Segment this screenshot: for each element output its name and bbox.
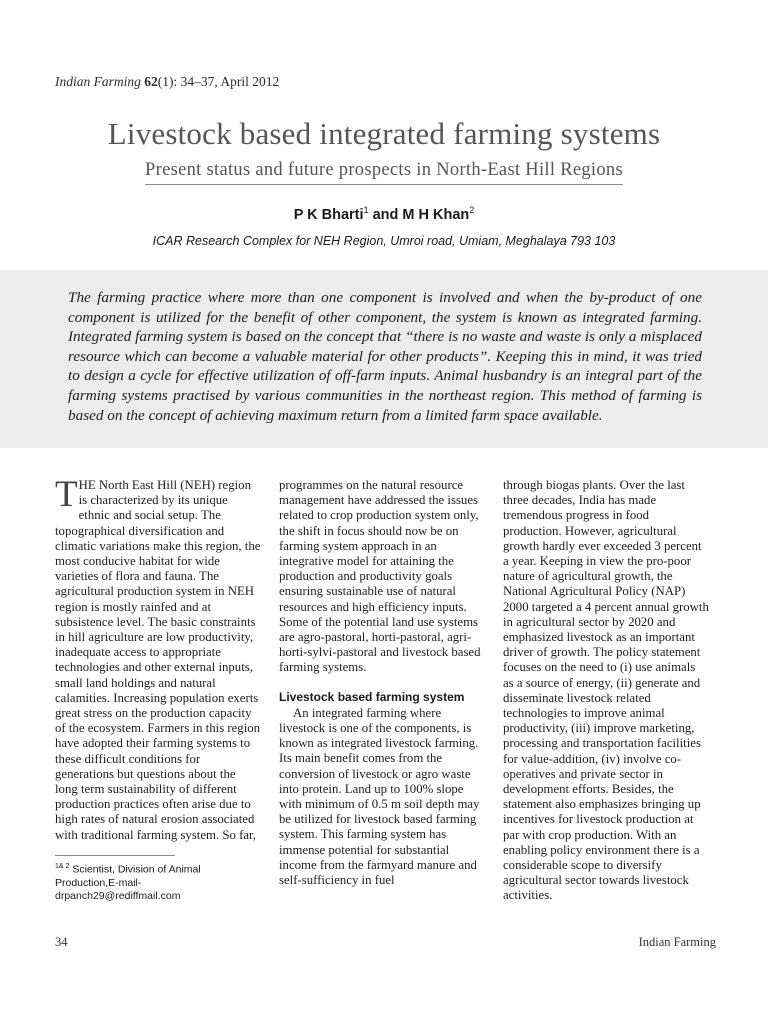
- column-2-section-text: An integrated farming where livestock is one of the components, is known as integrated livestock farming. Its main benefit comes from the conversion of livestock or agro waste into protein. Land up to 100% slope with minimum of 0.5 m soil depth may be utilized for livestock based farming system. This farming system has immense potential for substantial income from the farmyard manure and self-sufficiency in fuel: [279, 705, 480, 888]
- body-column-1: [55, 474, 261, 843]
- subtitle-container: [0, 160, 768, 185]
- body-column-3: [503, 478, 709, 904]
- author-2-marker: 2: [469, 205, 475, 215]
- affiliation: ICAR Research Complex for NEH Region, Umroi road, Umiam, Meghalaya 793 103: [152, 234, 616, 248]
- journal-name: Indian Farming: [55, 74, 141, 89]
- column-2-text: programmes on the natural resource management have addressed the issues related to crop production system only, the shift in focus should now be on farming system approach in an integrative model for attaining the production and productivity goals ensuring sustainable use of natural resources and high efficiency inputs. Some of the potential land use systems are agro-pastoral, horti-pastoral, agri-horti-sylvi-pastoral and livestock based farming systems.: [279, 478, 481, 675]
- author-2: M H Khan: [402, 206, 470, 223]
- journal-issue-pages: (1): 34–37, April 2012: [157, 74, 280, 89]
- footnote: [55, 860, 265, 903]
- author-joiner: and: [368, 206, 403, 223]
- author-1-marker: 1: [363, 205, 369, 215]
- footnote-text: Scientist, Division of Animal Production,E-mail- drpanch29@rediffmail.com: [55, 863, 201, 902]
- running-footer: Indian Farming: [638, 935, 716, 949]
- footnote-marker: 1& 2: [55, 863, 70, 870]
- column-1-text: HE North East Hill (NEH) region is characterized by its unique ethnic and social setup. The topographical diversification and climatic variations make this region, the most conducive habitat for wide varieties of flora and fauna. The agricultural production system in NEH region is mostly rainfed and at subsistence level. The basic constraints in hill agriculture are low productivity, inadequate access to appropriate technologies and other external inputs, small land holdings and natural calamities. Increasing population exerts great stress on the production capacity of the ecosystem. Farmers in this region have adopted their farming systems to these difficult conditions for generations but questions about the long term sustainability of different production practices often arise due to high rates of natural erosion associated with traditional farming system. So far,: [55, 478, 261, 842]
- author-line: [0, 205, 768, 223]
- article-title: Livestock based integrated farming systems: [107, 116, 661, 151]
- column-3-text: through biogas plants. Over the last three decades, India has made tremendous progress in food production. However, agricultural growth hardly ever exceeded 3 percent a year. Keeping in view the pro-poor nature of agricultural growth, the National Agricultural Policy (NAP) 2000 targeted a 4 percent annual growth in agricultural sector by 2020 and emphasized livestock as an important driver of growth. The policy statement focuses on the need to (i) use animals as a source of energy, (ii) generate and disseminate livestock related technologies to improve animal productivity, (iii) improve marketing, processing and transportation facilities for value-addition, (iv) involve co-operatives and private sector in development efforts. Besides, the statement also emphasizes bringing up incentives for livestock production at par with crop production. With an enabling policy environment there is a considerable scope to diversify agricultural sector towards livestock activities.: [503, 478, 709, 903]
- section-heading: Livestock based farming system: [279, 689, 465, 704]
- journal-citation: [55, 74, 279, 90]
- article-subtitle: Present status and future prospects in North-East Hill Regions: [145, 160, 623, 185]
- body-column-2: [279, 478, 485, 888]
- drop-cap: T: [55, 474, 78, 515]
- journal-volume: 62: [144, 74, 158, 89]
- page-number: 34: [55, 935, 68, 949]
- footnote-rule: [55, 855, 175, 856]
- author-1: P K Bharti: [293, 206, 364, 223]
- abstract-text: The farming practice where more than one component is involved and when the by-product of one component is utilized for the benefit of other component, the system is known as integrated farming. Integrated farming system is based on the concept that “there is no waste and waste is only a misplaced resource which can become a valuable material for other products”. Keeping this in mind, it was tried to design a cycle for effective utilization of off-farm inputs. Animal husbandry is an integral part of the farming systems practised by various communities in the northeast region. This method of farming is based on the concept of achieving maximum return from a limited farm space available.: [68, 289, 702, 424]
